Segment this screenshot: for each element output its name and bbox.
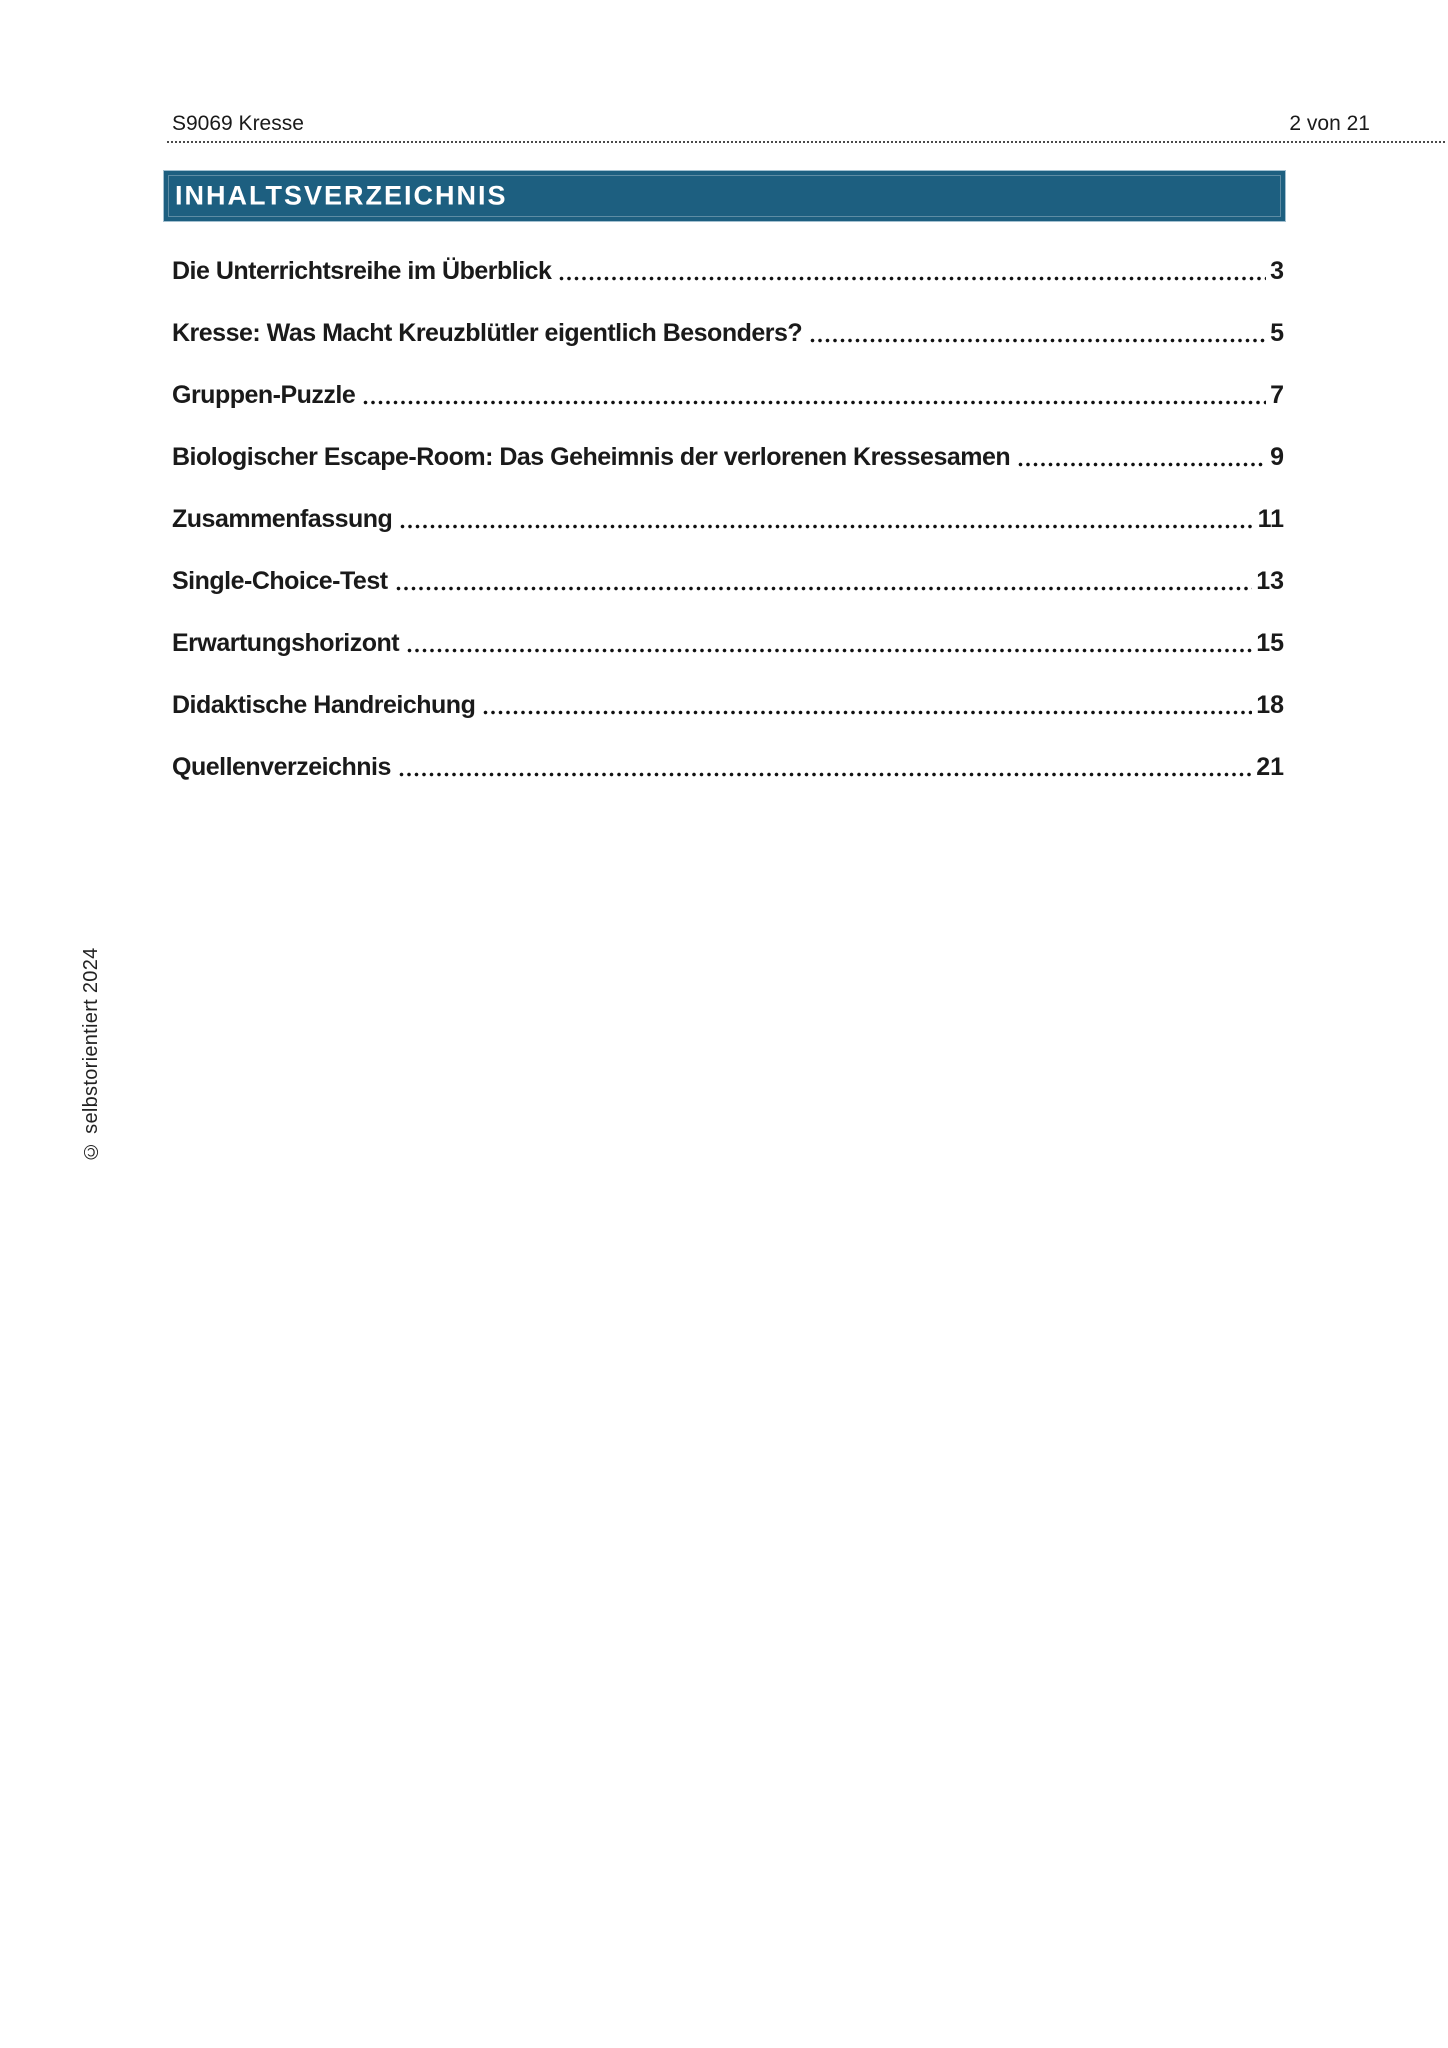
document-code: S9069 Kresse — [172, 112, 304, 135]
toc-entry-page: 13 — [1256, 567, 1284, 595]
toc-entry[interactable] — [172, 686, 1284, 720]
toc-entry-page: 9 — [1270, 443, 1284, 471]
toc-entry-label: Erwartungshorizont — [172, 629, 400, 657]
toc-entry-label: Quellenverzeichnis — [172, 753, 391, 781]
toc-entry-label: Die Unterrichtsreihe im Überblick — [172, 257, 552, 285]
toc-entry-page: 7 — [1270, 381, 1284, 409]
toc-dot-leader — [1018, 462, 1266, 467]
toc-entry-label: Biologischer Escape-Room: Das Geheimnis der verlorenen Kressesamen — [172, 443, 1011, 471]
toc-title-bar — [163, 170, 1286, 222]
toc-entry[interactable] — [172, 376, 1284, 410]
toc-entry-label: Zusammenfassung — [172, 505, 393, 533]
toc-entry-page: 3 — [1270, 257, 1284, 285]
toc-entry-page: 5 — [1270, 319, 1284, 347]
toc-dot-leader — [483, 710, 1252, 715]
header-divider — [167, 141, 1445, 143]
toc-entry[interactable] — [172, 624, 1284, 658]
toc-dot-leader — [559, 276, 1266, 281]
copyright-note: © selbstorientiert 2024 — [80, 947, 102, 1162]
toc-entry-label: Single-Choice-Test — [172, 567, 388, 595]
page-indicator: 2 von 21 — [1289, 112, 1370, 135]
toc-entry-page: 15 — [1256, 629, 1284, 657]
toc-title: INHALTSVERZEICHNIS — [175, 180, 508, 211]
toc-entry-label: Didaktische Handreichung — [172, 691, 476, 719]
toc-entry-label: Kresse: Was Macht Kreuzblütler eigentlich Besonders? — [172, 319, 803, 347]
toc-entry-page: 21 — [1256, 753, 1284, 781]
toc-dot-leader — [407, 648, 1252, 653]
toc-dot-leader — [400, 524, 1253, 529]
toc-entry[interactable] — [172, 748, 1284, 782]
toc-entry[interactable] — [172, 500, 1284, 534]
toc-entry[interactable] — [172, 252, 1284, 286]
toc-entry-page: 11 — [1257, 505, 1284, 533]
toc-dot-leader — [363, 400, 1266, 405]
toc-dot-leader — [399, 772, 1252, 777]
toc-entry[interactable] — [172, 562, 1284, 596]
toc-dot-leader — [396, 586, 1253, 591]
toc-list — [172, 252, 1284, 810]
toc-entry[interactable] — [172, 314, 1284, 348]
toc-entry-page: 18 — [1256, 691, 1284, 719]
toc-entry-label: Gruppen-Puzzle — [172, 381, 356, 409]
toc-dot-leader — [810, 338, 1266, 343]
toc-entry[interactable] — [172, 438, 1284, 472]
